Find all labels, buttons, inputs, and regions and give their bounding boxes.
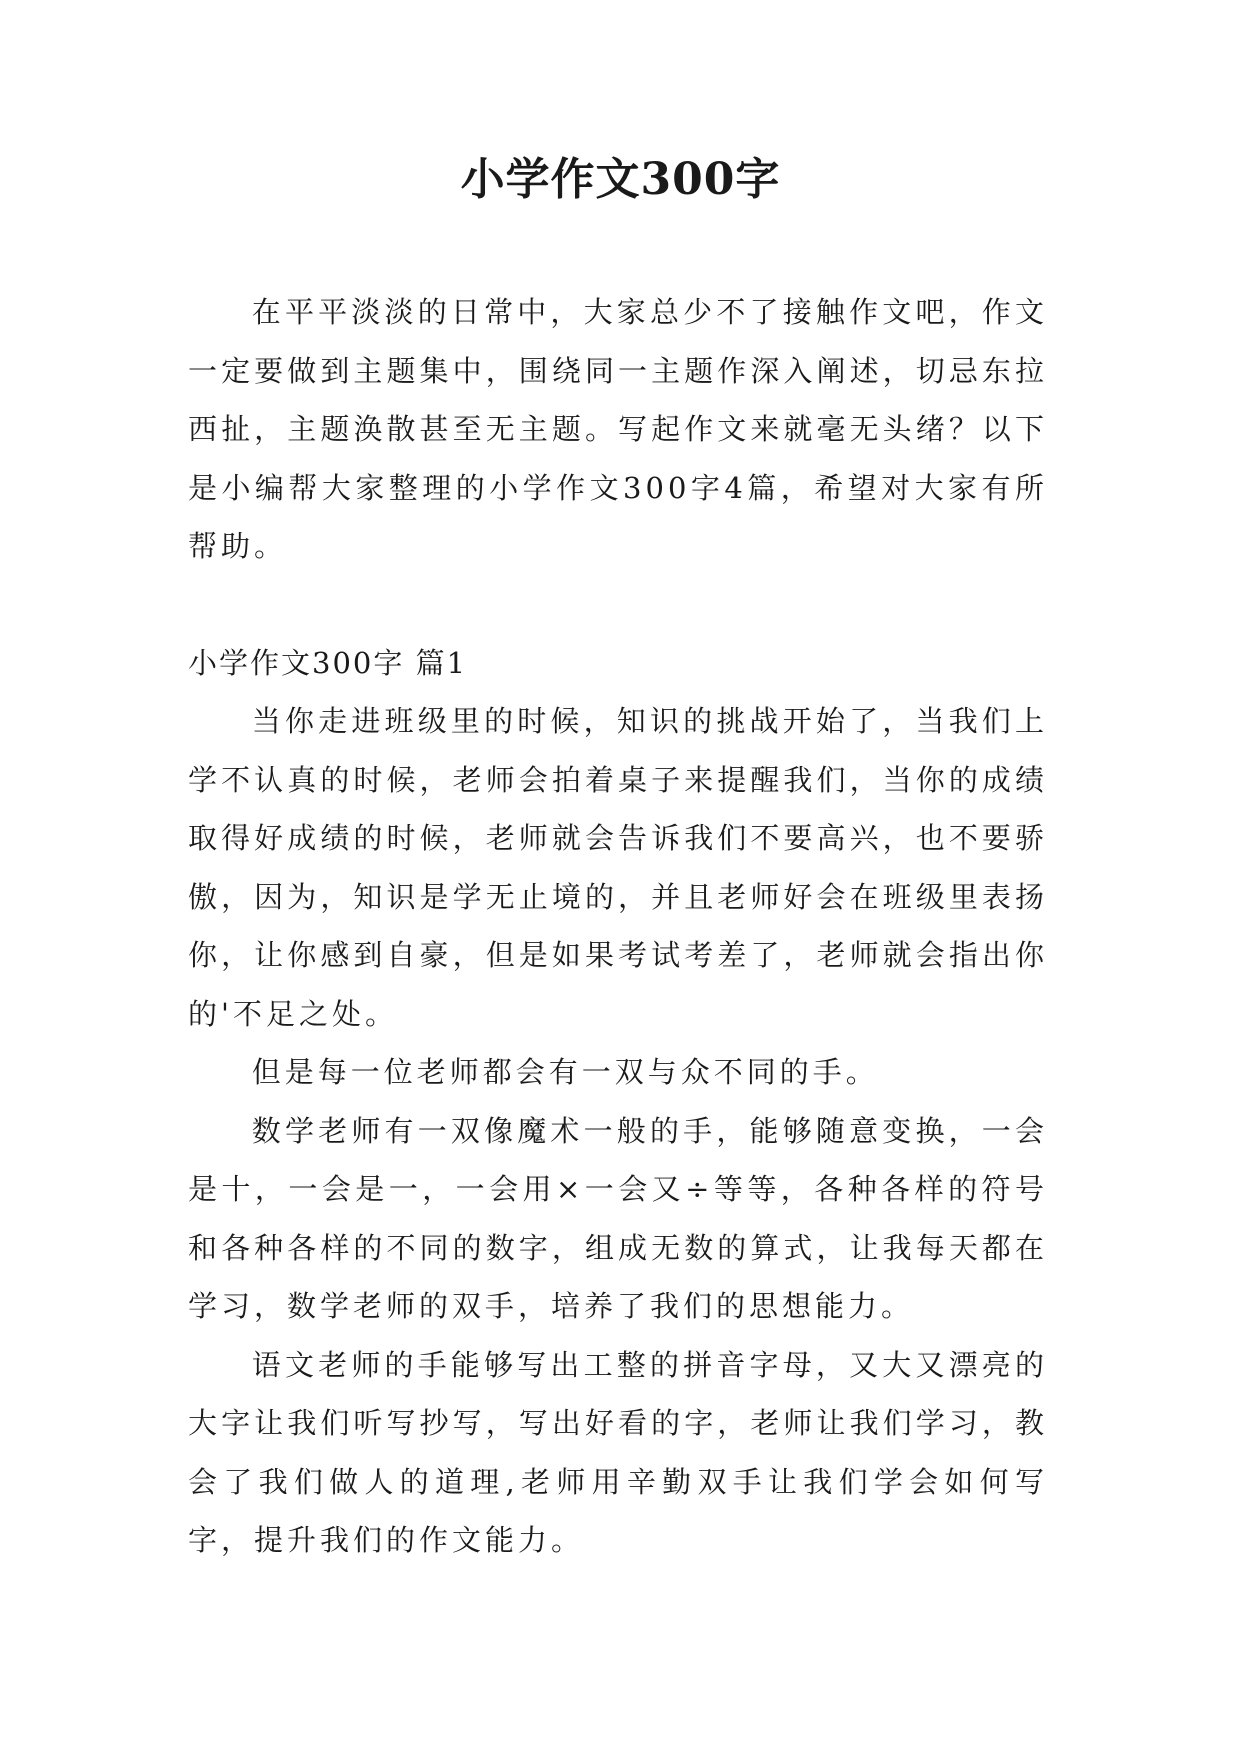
- intro-paragraph: 在平平淡淡的日常中，大家总少不了接触作文吧，作文一定要做到主题集中，围绕同一主题作深入阐述，切忌东拉西扯，主题涣散甚至无主题。写起作文来就毫无头绪？以下是小编帮大家整理的小学作文300字4篇，希望对大家有所帮助。: [188, 295, 1048, 563]
- body-paragraph: 数学老师有一双像魔术一般的手，能够随意变换，一会是十，一会是一，一会用×一会又÷等等，各种各样的符号和各种各样的不同的数字，组成无数的算式，让我每天都在学习，数学老师的双手，培养了我们的思想能力。: [188, 1113, 1048, 1323]
- body-paragraph: 当你走进班级里的时候，知识的挑战开始了，当我们上学不认真的时候，老师会拍着桌子来提醒我们，当你的成绩取得好成绩的时候，老师就会告诉我们不要高兴，也不要骄傲，因为，知识是学无止境的，并且老师好会在班级里表扬你，让你感到自豪，但是如果考试考差了，老师就会指出你的'不足之处。: [188, 704, 1048, 1031]
- body-paragraph: 语文老师的手能够写出工整的拼音字母，又大又漂亮的大字让我们听写抄写，写出好看的字，老师让我们学习，教会了我们做人的道理,老师用辛勤双手让我们学会如何写字，提升我们的作文能力。: [188, 1347, 1048, 1557]
- section-spacer: [188, 576, 1048, 634]
- body-paragraph: 但是每一位老师都会有一双与众不同的手。: [251, 1055, 879, 1089]
- document-body: [188, 283, 1048, 1570]
- document-title: 小学作文300字: [460, 154, 781, 205]
- section-heading: 小学作文300字 篇1: [188, 645, 468, 680]
